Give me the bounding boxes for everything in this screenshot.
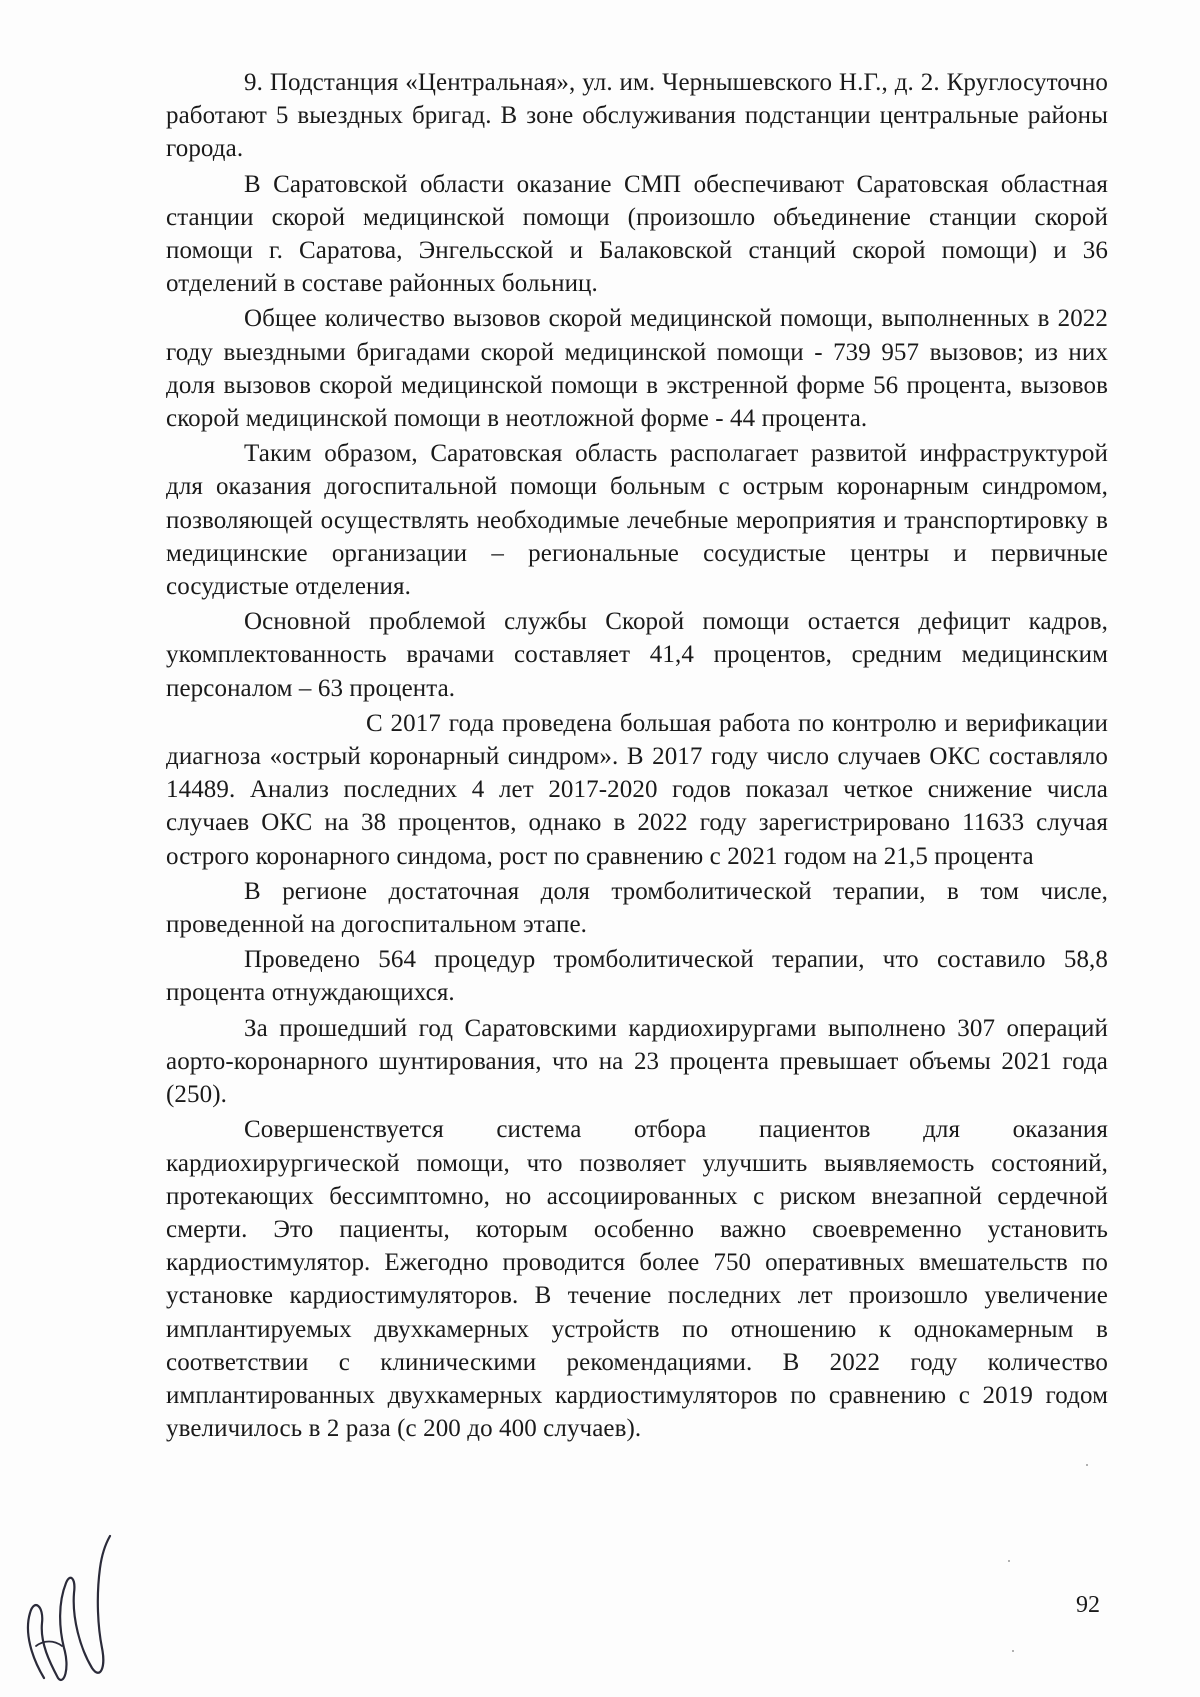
scan-speck: [1086, 1464, 1088, 1466]
paragraph-acs-verification: С 2017 года проведена большая работа по контролю и верификации диагноза «острый коронарный синдром». В 2017 году число случаев ОКС составляло 14489. Анализ последних 4 лет 2017-2020 годов показал четкое снижение числа случаев ОКС на 38 процентов, однако в 2022 году зарегистрировано 11633 случая острого коронарного синдома, рост по сравнению с 2021 годом на 21,5 процента: [166, 709, 1108, 870]
paragraph-thrombolysis-count: Проведено 564 процедур тромболитической терапии, что составило 58,8 процента отнуждающихся.: [166, 946, 1108, 1007]
paragraph-staffing: Основной проблемой службы Скорой помощи остается дефицит кадров, укомплектованность врачами составляет 41,4 процентов, средним медицинским персоналом – 63 процента.: [166, 608, 1108, 702]
scan-speck: [1008, 1560, 1010, 1562]
paragraph-pacemakers: Совершенствуется система отбора пациентов для оказания кардиохирургической помощи, что позволяет улучшить выявляемость состояний, протекающих бессимптомно, но ассоциированных с риском внезапной сердечной смерти. Это пациенты, которым особенно важно своевременно установить кардиостимулятор. Ежегодно проводится более 750 оперативных вмешательств по установке кардиостимуляторов. В течение последних лет произошло увеличение имплантируемых двухкамерных устройств по отношению к однокамерным в соответствии с клиническими рекомендациями. В 2022 году количество имплантированных двухкамерных кардиостимуляторов по сравнению с 2019 годом увеличилось в 2 раза (с 200 до 400 случаев).: [166, 1116, 1108, 1443]
document-body: [166, 66, 1108, 1445]
paragraph-infrastructure: Таким образом, Саратовская область располагает развитой инфраструктурой для оказания догоспитальной помощи больным с острым коронарным синдромом, позволяющей осуществлять необходимые лечебные мероприятия и транспортировку в медицинские организации – региональные сосудистые центры и первичные сосудистые отделения.: [166, 440, 1108, 601]
handwritten-signature: [14, 1528, 124, 1688]
paragraph-substation-central: 9. Подстанция «Центральная», ул. им. Чернышевского Н.Г., д. 2. Круглосуточно работают 5 выездных бригад. В зоне обслуживания подстанции центральные районы города.: [166, 69, 1108, 163]
paragraph-regional-ems: В Саратовской области оказание СМП обеспечивают Саратовская областная станции скорой медицинской помощи (произошло объединение станции скорой помощи г. Саратова, Энгельсской и Балаковской станций скорой помощи) и 36 отделений в составе районных больниц.: [166, 170, 1108, 298]
paragraph-cabg: За прошедший год Саратовскими кардиохирургами выполнено 307 операций аорто-коронарного шунтирования, что на 23 процента превышает объемы 2021 года (250).: [166, 1014, 1108, 1109]
page-number: 92: [1076, 1592, 1100, 1618]
scan-speck: [1012, 1650, 1014, 1652]
paragraph-thrombolysis-share: В регионе достаточная доля тромболитической терапии, в том числе, проведенной на догоспитальном этапе.: [166, 877, 1108, 939]
paragraph-call-volume: Общее количество вызовов скорой медицинской помощи, выполненных в 2022 году выездными бригадами скорой медицинской помощи - 739 957 вызовов; из них доля вызовов скорой медицинской помощи в экстренной форме 56 процента, вызовов скорой медицинской помощи в неотложной форме - 44 процента.: [166, 305, 1108, 433]
